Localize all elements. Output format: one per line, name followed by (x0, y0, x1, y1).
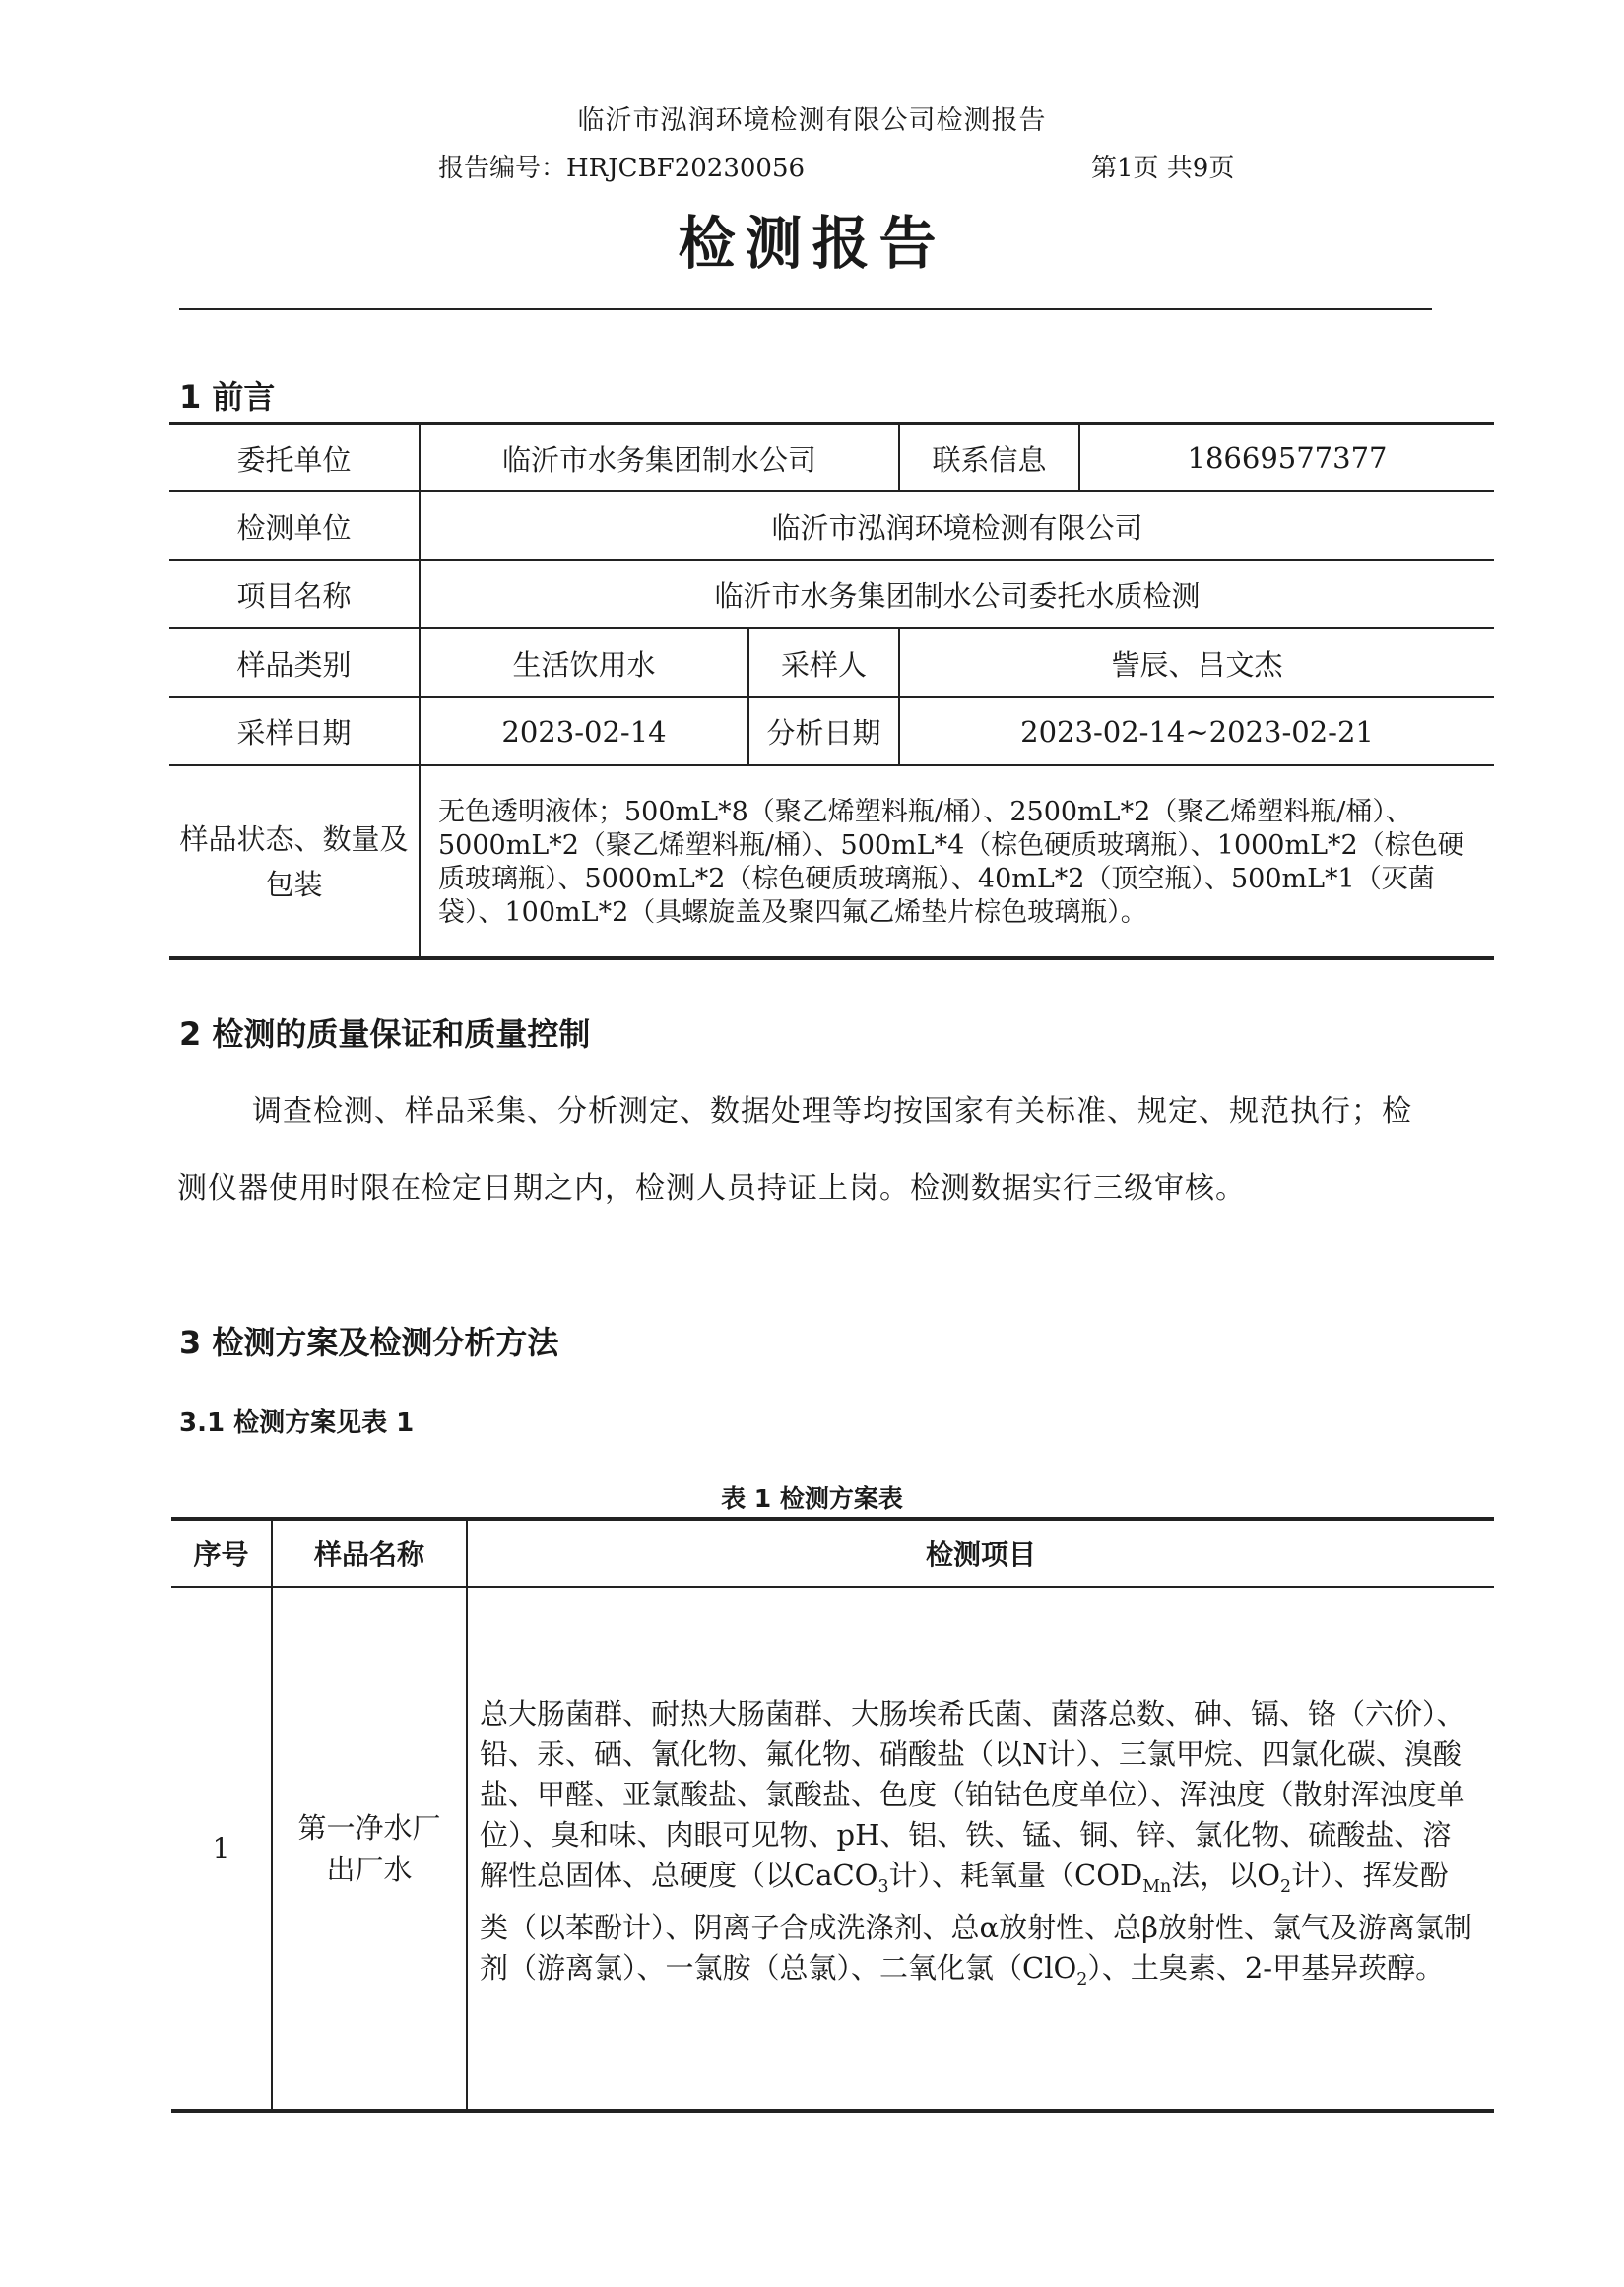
page-indicator: 第1页 共9页 (1091, 154, 1235, 183)
sample-state-label: 样品状态、数量及包装 (169, 765, 420, 958)
document-title: 检测报告 (678, 210, 946, 277)
project-name-value: 临沂市水务集团制水公司委托水质检测 (420, 560, 1494, 628)
section-3-1-heading: 3.1 检测方案见表 1 (179, 1408, 415, 1438)
sampling-date-label: 采样日期 (169, 697, 420, 765)
col-header-items: 检测项目 (467, 1519, 1494, 1587)
table-row (169, 424, 1494, 491)
contact-value: 18669577377 (1079, 424, 1494, 491)
section-2-heading: 2 检测的质量保证和质量控制 (179, 1015, 591, 1053)
testing-plan-table (171, 1517, 1494, 2113)
table-row (169, 765, 1494, 958)
row-sample-name: 第一净水厂出厂水 (272, 1587, 467, 2111)
testing-unit-value: 临沂市泓润环境检测有限公司 (420, 491, 1494, 560)
table-row (169, 697, 1494, 765)
client-value: 临沂市水务集团制水公司 (420, 424, 899, 491)
sampler-value: 訾辰、吕文杰 (899, 628, 1494, 697)
testing-unit-label: 检测单位 (169, 491, 420, 560)
sampling-date-value: 2023-02-14 (420, 697, 748, 765)
project-name-label: 项目名称 (169, 560, 420, 628)
report-number: 报告编号：HRJCBF20230056 (438, 154, 806, 183)
title-divider (179, 308, 1432, 310)
contact-label: 联系信息 (899, 424, 1079, 491)
report-header-company: 临沂市泓润环境检测有限公司检测报告 (577, 105, 1047, 136)
analysis-date-value: 2023-02-14~2023-02-21 (899, 697, 1494, 765)
table-row (171, 1587, 1494, 2111)
sample-type-label: 样品类别 (169, 628, 420, 697)
row-no: 1 (171, 1587, 272, 2111)
table-1-caption: 表 1 检测方案表 (721, 1484, 903, 1513)
sample-type-value: 生活饮用水 (420, 628, 748, 697)
analysis-date-label: 分析日期 (748, 697, 899, 765)
table-header-row (171, 1519, 1494, 1587)
col-header-sample-name: 样品名称 (272, 1519, 467, 1587)
col-header-no: 序号 (171, 1519, 272, 1587)
sampler-label: 采样人 (748, 628, 899, 697)
quality-control-paragraph: 调查检测、样品采集、分析测定、数据处理等均按国家有关标准、规定、规范执行；检测仪器使用时限在检定日期之内，检测人员持证上岗。检测数据实行三级审核。 (177, 1094, 1412, 1206)
section-3-heading: 3 检测方案及检测分析方法 (179, 1324, 559, 1361)
section-1-heading: 1 前言 (179, 378, 276, 416)
preface-info-table (169, 422, 1494, 960)
table-row (169, 491, 1494, 560)
row-test-items: 总大肠菌群、耐热大肠菌群、大肠埃希氏菌、菌落总数、砷、镉、铬（六价）、铅、汞、硒、氰化物、氟化物、硝酸盐（以N计）、三氯甲烷、四氯化碳、溴酸盐、甲醛、亚氯酸盐、氯酸盐、色度（铂钴色度单位）、浑浊度（散射浑浊度单位）、臭和味、肉眼可见物、pH、铝、铁、锰、铜、锌、氯化物、硫酸盐、溶解性总固体、总硬度（以CaCO$_3$计）、耗氧量（$COD_{Mn}$法，以$O_2$计）、挥发酚类（以苯酚计）、阴离子合成洗涤剂、总α放射性、总β放射性、氯气及游离氯制剂（游离氯）、一氯胺（总氯）、二氧化氯（ClO$_2$）、土臭素、2-甲基异莰醇。 (467, 1587, 1494, 2111)
table-row (169, 560, 1494, 628)
sample-state-value: 无色透明液体；500mL*8（聚乙烯塑料瓶/桶）、2500mL*2（聚乙烯塑料瓶/桶）、5000mL*2（聚乙烯塑料瓶/桶）、500mL*4（棕色硬质玻璃瓶）、1000mL*2（棕色硬质玻璃瓶）、5000mL*2（棕色硬质玻璃瓶）、40mL*2（顶空瓶）、500mL*1（灭菌袋）、100mL*2（具螺旋盖及聚四氟乙烯垫片棕色玻璃瓶）。 (420, 765, 1494, 958)
table-row (169, 628, 1494, 697)
client-label: 委托单位 (169, 424, 420, 491)
